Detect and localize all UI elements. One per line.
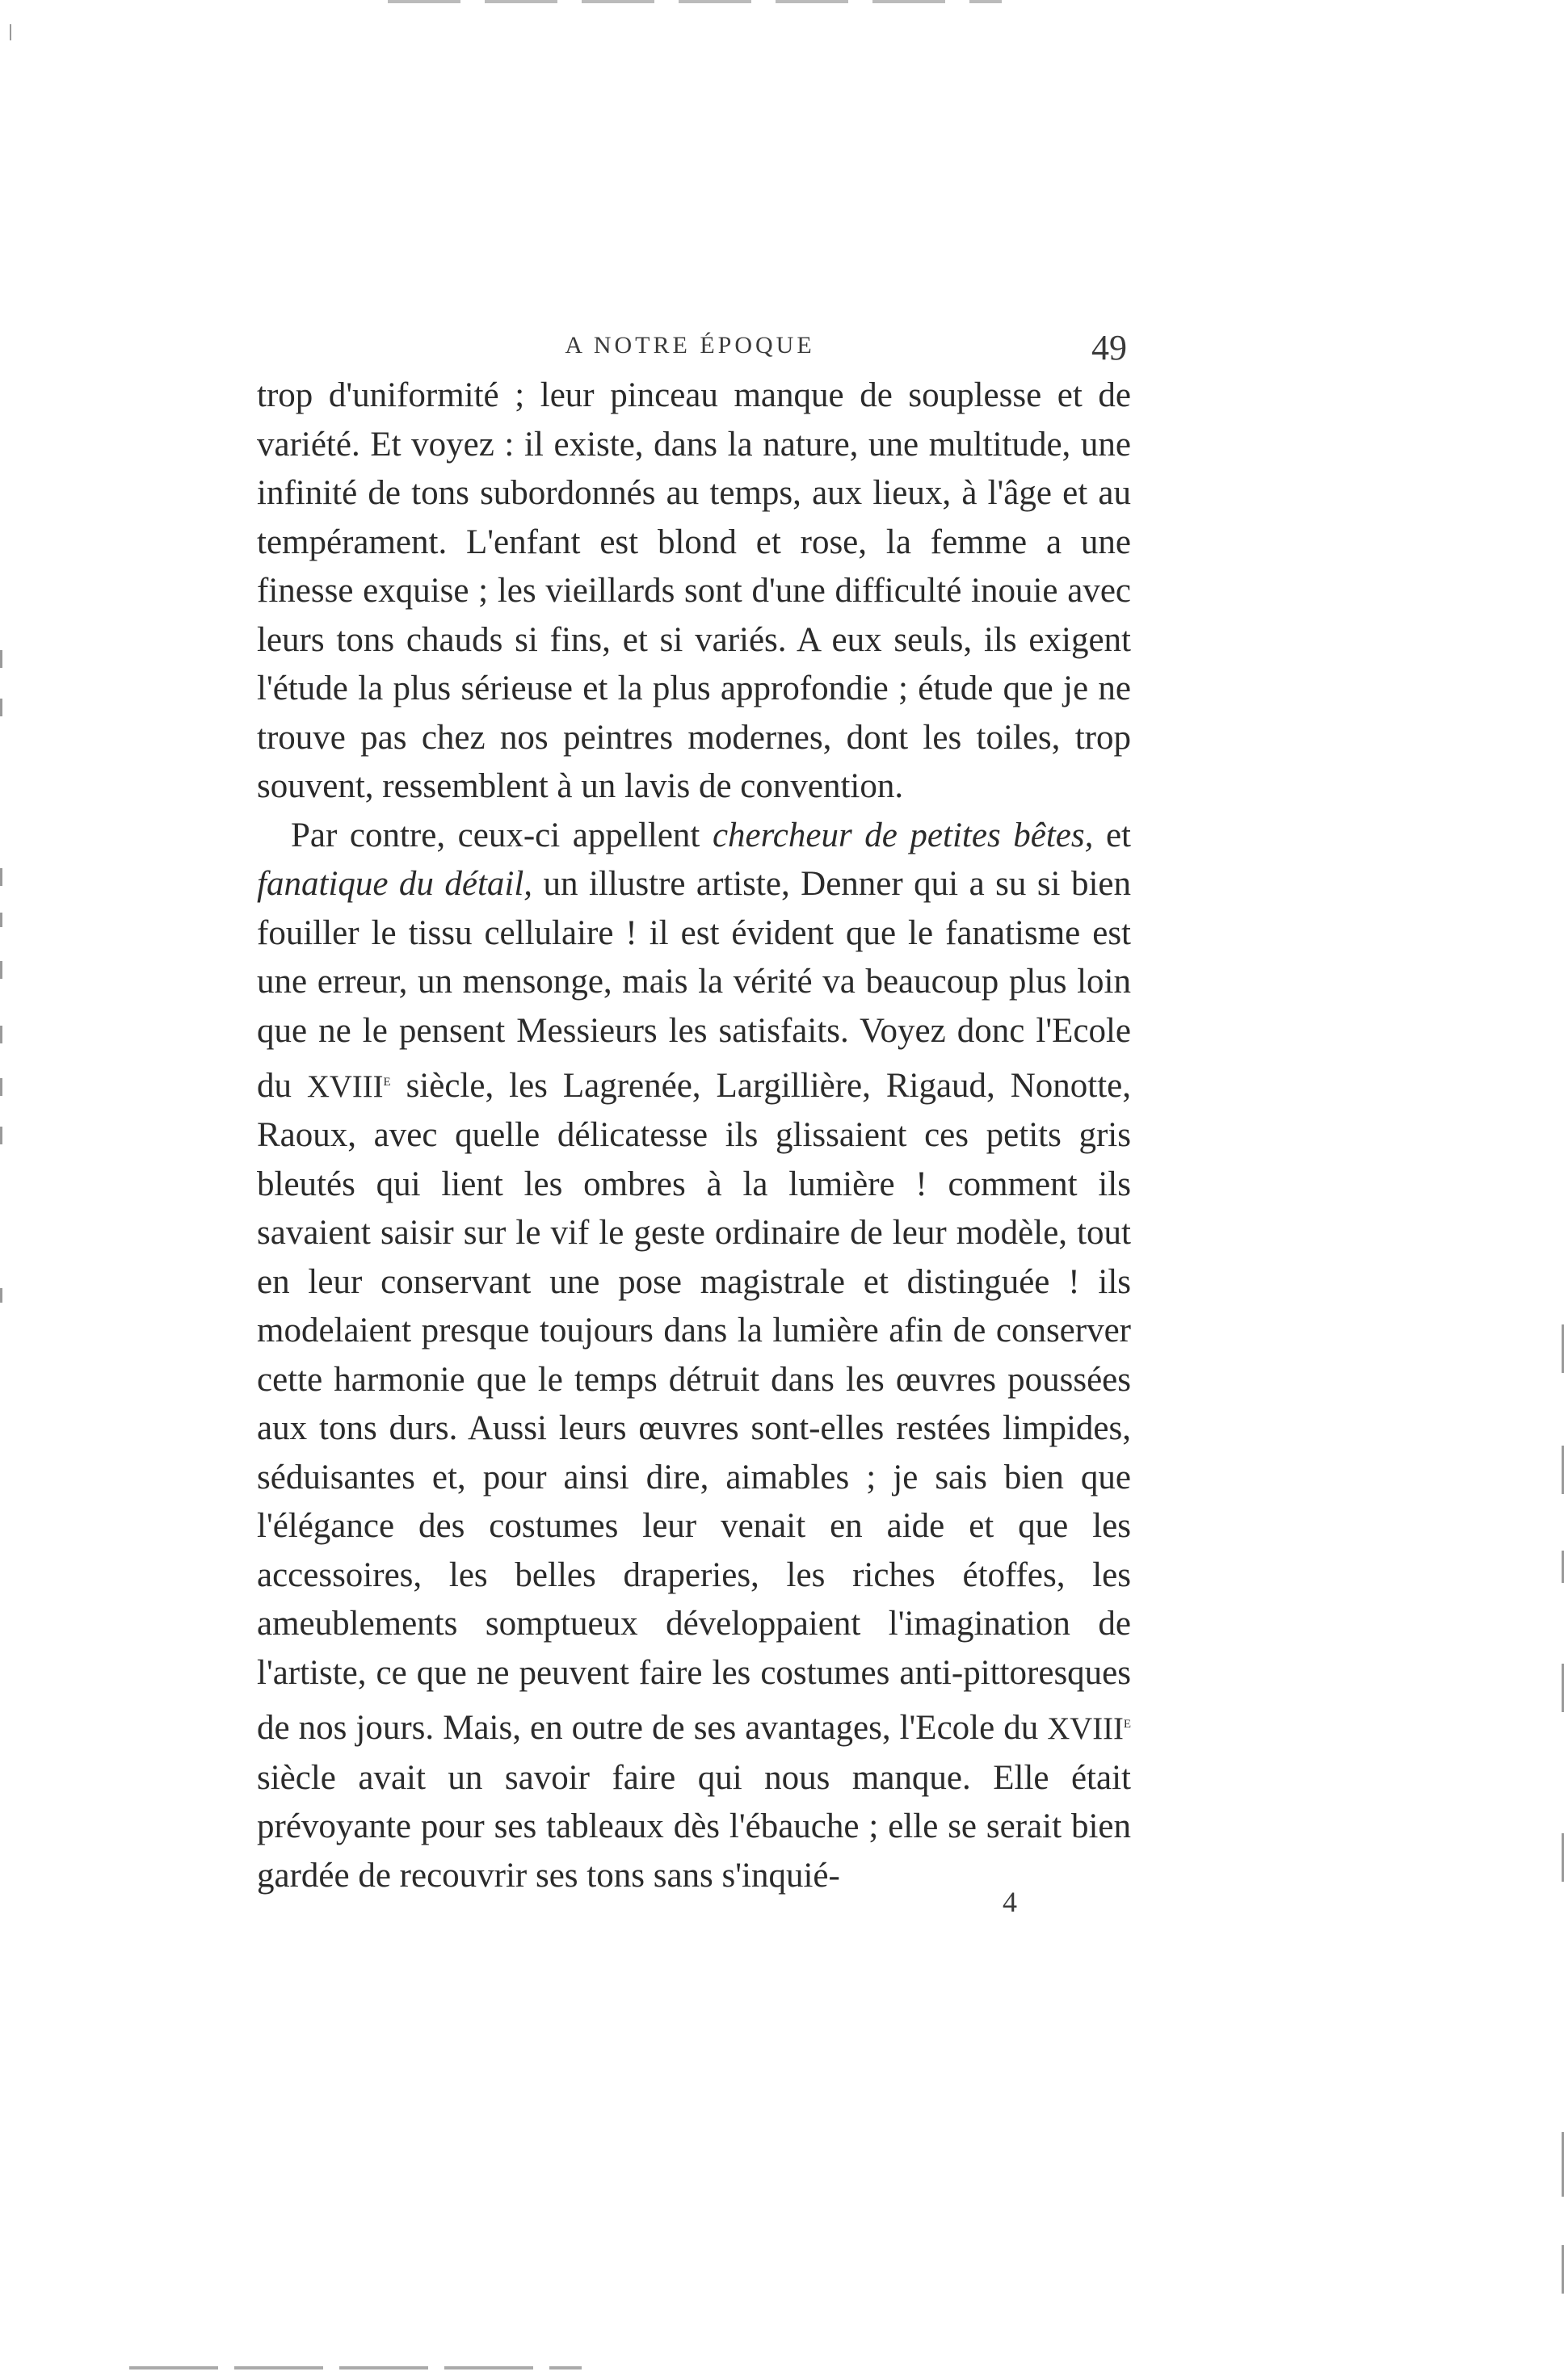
edge-mark [0, 961, 2, 979]
edge-mark [0, 1127, 2, 1144]
numeral-text: XVIII [1047, 1712, 1124, 1747]
edge-mark [0, 1026, 2, 1043]
text-run: un illustre artiste, Denner qui a su si bien fouiller le tissu cellulaire ! il est évident que le fanatisme est une erreur, un mensonge, mais la vérité va beaucoup plus loin que ne le pensent Messieurs les satisfaits. Voyez donc l'Ecole du [257, 865, 1132, 1105]
edge-mark [0, 1288, 2, 1303]
century-numeral [1047, 1712, 1131, 1746]
text-run: Par contre, ceux-ci appellent [291, 816, 700, 854]
text-run: et [1105, 816, 1132, 854]
edge-mark [0, 699, 2, 716]
scan-edge-top [388, 0, 1002, 3]
numeral-superscript: e [383, 1070, 391, 1089]
scan-edge-bottom [129, 2366, 582, 2370]
century-numeral [307, 1070, 391, 1104]
running-title: A NOTRE ÉPOQUE [565, 332, 815, 359]
text-run: siècle avait un savoir faire qui nous manque. Elle était prévoyante pour ses tableaux dès l'ébauche ; elle se serait bien gardée de recouvrir ses tons sans s'inquié- [257, 1758, 1131, 1895]
italic-phrase: fanatique du détail, [257, 865, 533, 903]
running-head [253, 327, 1127, 376]
paragraph: trop d'uniformité ; leur pinceau manque de souplesse et de variété. Et voyez : il existe, dans la nature, une multitude, une infinité de tons subordonnés au temps, aux lieux, à l'âge et au tempérament. L'enfant est blond et rose, la femme a une finesse exquise ; les vieillards sont d'une difficulté inouie avec leurs tons chauds si fins, et si variés. A eux seuls, ils exigent l'étude la plus sérieuse et la plus approfondie ; étude que je ne trouve pas chez nos peintres modernes, dont les toiles, trop souvent, ressemblent à un lavis de convention. [257, 376, 1131, 805]
edge-mark [0, 868, 2, 886]
edge-mark [0, 1078, 2, 1096]
italic-phrase: chercheur de petites bêtes, [712, 816, 1094, 854]
page-number: 49 [1091, 328, 1127, 367]
signature-mark: 4 [1003, 1886, 1017, 1918]
edge-mark [10, 24, 11, 40]
body-text [257, 371, 1131, 1900]
numeral-text: XVIII [306, 1069, 384, 1104]
paragraph [257, 812, 1131, 1901]
edge-mark [0, 913, 2, 927]
text-run: siècle, les Lagrenée, Largillière, Rigaud, Nonotte, Raoux, avec quelle délicatesse ils glissaient ces petits gris bleutés qui lient les ombres à la lumière ! comment ils savaient saisir sur le vif le geste ordinaire de leur modèle, tout en leur conservant une pose magistrale et distinguée ! ils modelaient presque toujours dans la lumière afin de conserver cette harmonie que le temps détruit dans les œuvres poussées aux tons durs. Aussi leurs œuvres sont-elles restées limpides, séduisantes et, pour ainsi dire, aimables ; je sais bien que l'élégance des costumes leur venait en aide et que les accessoires, les belles draperies, les riches étoffes, les ameublements somptueux développaient l'imagination de l'artiste, ce que ne peuvent faire les costumes anti-pittoresques de nos jours. Mais, en outre de ses avantages, l'Ecole du [257, 1066, 1131, 1748]
edge-mark [0, 650, 2, 668]
numeral-superscript: e [1123, 1712, 1132, 1732]
